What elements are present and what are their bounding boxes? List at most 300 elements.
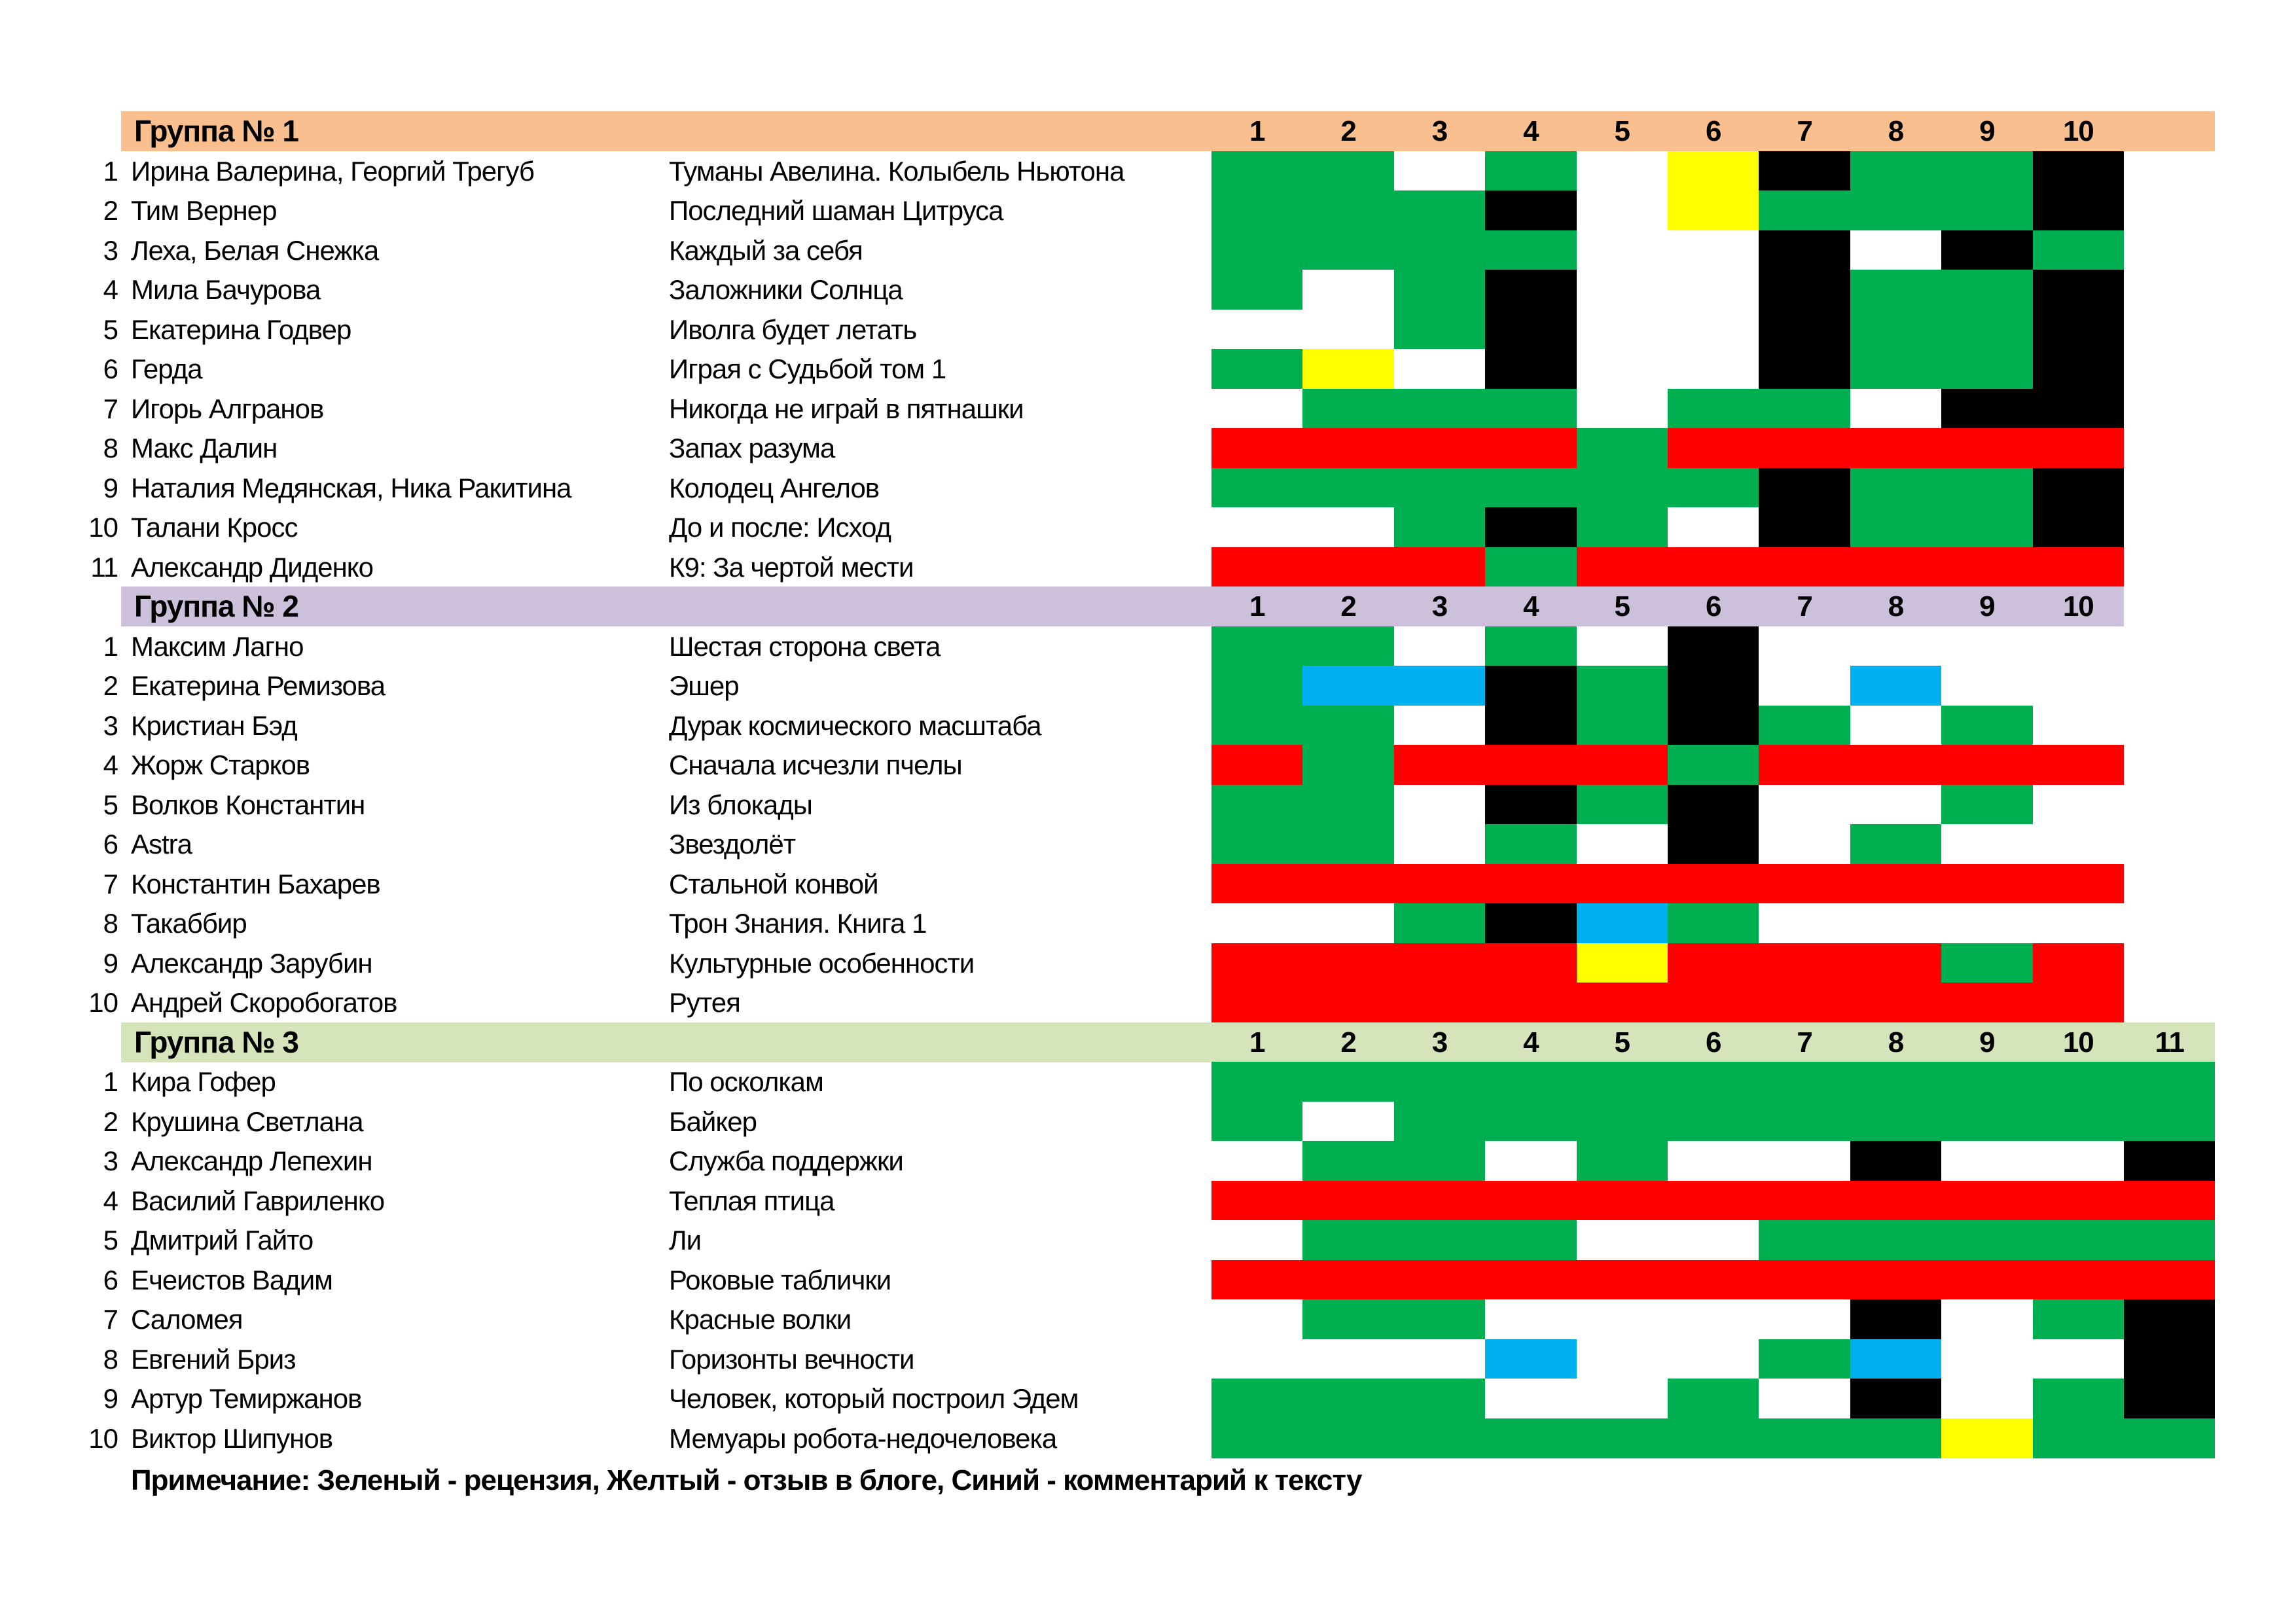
- grid-cell[interactable]: [2124, 1260, 2215, 1300]
- grid-cell[interactable]: [1850, 745, 1941, 785]
- grid-cell[interactable]: [2124, 1339, 2215, 1379]
- grid-cell[interactable]: [1211, 626, 1302, 666]
- grid-cell[interactable]: [1302, 547, 1393, 587]
- grid-cell[interactable]: [1668, 270, 1759, 310]
- grid-cell[interactable]: [2033, 903, 2124, 943]
- grid-cell[interactable]: [1668, 468, 1759, 508]
- grid-cell[interactable]: [1850, 1418, 1941, 1458]
- grid-cell[interactable]: [1850, 270, 1941, 310]
- grid-cell[interactable]: [1485, 547, 1576, 587]
- grid-cell[interactable]: [1759, 507, 1850, 547]
- grid-cell[interactable]: [1302, 190, 1393, 230]
- grid-cell[interactable]: [1211, 943, 1302, 983]
- grid-cell[interactable]: [2033, 468, 2124, 508]
- grid-cell[interactable]: [2033, 1102, 2124, 1142]
- grid-cell[interactable]: [1211, 1102, 1302, 1142]
- grid-cell[interactable]: [2124, 1141, 2215, 1181]
- grid-cell[interactable]: [1759, 864, 1850, 904]
- grid-cell[interactable]: [1941, 1220, 2032, 1260]
- grid-cell[interactable]: [1211, 310, 1302, 350]
- grid-cell[interactable]: [1211, 468, 1302, 508]
- grid-cell[interactable]: [1211, 270, 1302, 310]
- grid-cell[interactable]: [1850, 1181, 1941, 1221]
- grid-cell[interactable]: [1577, 1418, 1668, 1458]
- grid-cell[interactable]: [2033, 864, 2124, 904]
- grid-cell[interactable]: [1302, 1260, 1393, 1300]
- grid-cell[interactable]: [1577, 1141, 1668, 1181]
- grid-cell[interactable]: [1577, 983, 1668, 1022]
- grid-cell[interactable]: [1941, 547, 2032, 587]
- grid-cell[interactable]: [1941, 1299, 2032, 1339]
- grid-cell[interactable]: [1577, 666, 1668, 706]
- grid-cell[interactable]: [1759, 1102, 1850, 1142]
- grid-cell[interactable]: [1941, 1141, 2032, 1181]
- grid-cell[interactable]: [1850, 547, 1941, 587]
- grid-cell[interactable]: [1577, 1102, 1668, 1142]
- grid-cell[interactable]: [2033, 1339, 2124, 1379]
- grid-cell[interactable]: [1668, 785, 1759, 825]
- grid-cell[interactable]: [1394, 1299, 1485, 1339]
- grid-cell[interactable]: [1485, 706, 1576, 746]
- grid-cell[interactable]: [1394, 1339, 1485, 1379]
- grid-cell[interactable]: [1668, 824, 1759, 864]
- grid-cell[interactable]: [1850, 1141, 1941, 1181]
- grid-cell[interactable]: [1759, 1418, 1850, 1458]
- grid-cell[interactable]: [2033, 1220, 2124, 1260]
- grid-cell[interactable]: [1941, 983, 2032, 1022]
- grid-cell[interactable]: [1211, 547, 1302, 587]
- grid-cell[interactable]: [1941, 468, 2032, 508]
- grid-cell[interactable]: [1759, 349, 1850, 389]
- grid-cell[interactable]: [1759, 270, 1850, 310]
- grid-cell[interactable]: [1302, 230, 1393, 270]
- grid-cell[interactable]: [2124, 1379, 2215, 1418]
- grid-cell[interactable]: [2033, 983, 2124, 1022]
- grid-cell[interactable]: [1759, 389, 1850, 429]
- grid-cell[interactable]: [1850, 230, 1941, 270]
- grid-cell[interactable]: [2033, 1062, 2124, 1102]
- grid-cell[interactable]: [1211, 349, 1302, 389]
- grid-cell[interactable]: [1577, 507, 1668, 547]
- grid-cell[interactable]: [2033, 1379, 2124, 1418]
- grid-cell[interactable]: [1941, 706, 2032, 746]
- grid-cell[interactable]: [1485, 428, 1576, 468]
- grid-cell[interactable]: [1941, 507, 2032, 547]
- grid-cell[interactable]: [1850, 903, 1941, 943]
- grid-cell[interactable]: [1211, 1418, 1302, 1458]
- grid-cell[interactable]: [1485, 785, 1576, 825]
- grid-cell[interactable]: [2033, 270, 2124, 310]
- grid-cell[interactable]: [1394, 151, 1485, 191]
- grid-cell[interactable]: [1941, 151, 2032, 191]
- grid-cell[interactable]: [1485, 983, 1576, 1022]
- grid-cell[interactable]: [1302, 745, 1393, 785]
- grid-cell[interactable]: [1394, 983, 1485, 1022]
- grid-cell[interactable]: [1394, 1418, 1485, 1458]
- grid-cell[interactable]: [1485, 468, 1576, 508]
- grid-cell[interactable]: [1759, 1379, 1850, 1418]
- grid-cell[interactable]: [2033, 507, 2124, 547]
- grid-cell[interactable]: [1941, 824, 2032, 864]
- grid-cell[interactable]: [1211, 706, 1302, 746]
- grid-cell[interactable]: [1577, 468, 1668, 508]
- grid-cell[interactable]: [2033, 824, 2124, 864]
- grid-cell[interactable]: [1668, 626, 1759, 666]
- grid-cell[interactable]: [1302, 864, 1393, 904]
- grid-cell[interactable]: [1302, 1299, 1393, 1339]
- grid-cell[interactable]: [2124, 1220, 2215, 1260]
- grid-cell[interactable]: [1759, 666, 1850, 706]
- grid-cell[interactable]: [1577, 1062, 1668, 1102]
- grid-cell[interactable]: [1668, 507, 1759, 547]
- grid-cell[interactable]: [2124, 1299, 2215, 1339]
- grid-cell[interactable]: [2033, 349, 2124, 389]
- grid-cell[interactable]: [1211, 1062, 1302, 1102]
- grid-cell[interactable]: [2033, 666, 2124, 706]
- grid-cell[interactable]: [1759, 706, 1850, 746]
- grid-cell[interactable]: [1759, 310, 1850, 350]
- grid-cell[interactable]: [1211, 1220, 1302, 1260]
- grid-cell[interactable]: [1211, 1299, 1302, 1339]
- grid-cell[interactable]: [1850, 1299, 1941, 1339]
- grid-cell[interactable]: [1941, 428, 2032, 468]
- grid-cell[interactable]: [1394, 270, 1485, 310]
- grid-cell[interactable]: [1394, 547, 1485, 587]
- grid-cell[interactable]: [1668, 1181, 1759, 1221]
- grid-cell[interactable]: [1302, 468, 1393, 508]
- grid-cell[interactable]: [1211, 903, 1302, 943]
- grid-cell[interactable]: [2033, 1299, 2124, 1339]
- grid-cell[interactable]: [2124, 1181, 2215, 1221]
- grid-cell[interactable]: [1759, 1062, 1850, 1102]
- grid-cell[interactable]: [1668, 706, 1759, 746]
- grid-cell[interactable]: [1302, 1379, 1393, 1418]
- grid-cell[interactable]: [1485, 745, 1576, 785]
- grid-cell[interactable]: [1850, 1260, 1941, 1300]
- grid-cell[interactable]: [1577, 626, 1668, 666]
- grid-cell[interactable]: [1577, 824, 1668, 864]
- grid-cell[interactable]: [1211, 1379, 1302, 1418]
- grid-cell[interactable]: [1394, 666, 1485, 706]
- grid-cell[interactable]: [1485, 230, 1576, 270]
- grid-cell[interactable]: [1668, 903, 1759, 943]
- grid-cell[interactable]: [1577, 547, 1668, 587]
- grid-cell[interactable]: [2033, 1260, 2124, 1300]
- grid-cell[interactable]: [1577, 310, 1668, 350]
- grid-cell[interactable]: [1394, 824, 1485, 864]
- grid-cell[interactable]: [1485, 1260, 1576, 1300]
- grid-cell[interactable]: [1485, 864, 1576, 904]
- grid-cell[interactable]: [1211, 507, 1302, 547]
- grid-cell[interactable]: [1394, 1181, 1485, 1221]
- grid-cell[interactable]: [1394, 1062, 1485, 1102]
- grid-cell[interactable]: [1302, 1418, 1393, 1458]
- grid-cell[interactable]: [1759, 626, 1850, 666]
- grid-cell[interactable]: [1302, 310, 1393, 350]
- grid-cell[interactable]: [1577, 190, 1668, 230]
- grid-cell[interactable]: [1941, 785, 2032, 825]
- grid-cell[interactable]: [1941, 270, 2032, 310]
- grid-cell[interactable]: [1211, 151, 1302, 191]
- grid-cell[interactable]: [1485, 824, 1576, 864]
- grid-cell[interactable]: [1211, 1181, 1302, 1221]
- grid-cell[interactable]: [1485, 190, 1576, 230]
- grid-cell[interactable]: [1759, 1181, 1850, 1221]
- grid-cell[interactable]: [1850, 1102, 1941, 1142]
- grid-cell[interactable]: [1668, 1062, 1759, 1102]
- grid-cell[interactable]: [2033, 310, 2124, 350]
- grid-cell[interactable]: [1850, 983, 1941, 1022]
- grid-cell[interactable]: [1941, 626, 2032, 666]
- grid-cell[interactable]: [1302, 270, 1393, 310]
- grid-cell[interactable]: [1941, 864, 2032, 904]
- grid-cell[interactable]: [1485, 943, 1576, 983]
- grid-cell[interactable]: [1577, 428, 1668, 468]
- grid-cell[interactable]: [1941, 349, 2032, 389]
- grid-cell[interactable]: [1759, 745, 1850, 785]
- grid-cell[interactable]: [1668, 151, 1759, 191]
- grid-cell[interactable]: [1577, 151, 1668, 191]
- grid-cell[interactable]: [1211, 745, 1302, 785]
- grid-cell[interactable]: [1211, 230, 1302, 270]
- grid-cell[interactable]: [1577, 270, 1668, 310]
- grid-cell[interactable]: [1302, 943, 1393, 983]
- grid-cell[interactable]: [1394, 190, 1485, 230]
- grid-cell[interactable]: [1850, 190, 1941, 230]
- grid-cell[interactable]: [1577, 706, 1668, 746]
- grid-cell[interactable]: [1211, 824, 1302, 864]
- grid-cell[interactable]: [1850, 310, 1941, 350]
- grid-cell[interactable]: [1668, 983, 1759, 1022]
- grid-cell[interactable]: [1850, 428, 1941, 468]
- grid-cell[interactable]: [1485, 1181, 1576, 1221]
- grid-cell[interactable]: [1850, 1339, 1941, 1379]
- grid-cell[interactable]: [1394, 1102, 1485, 1142]
- grid-cell[interactable]: [1485, 1062, 1576, 1102]
- grid-cell[interactable]: [2124, 1418, 2215, 1458]
- grid-cell[interactable]: [1394, 1260, 1485, 1300]
- grid-cell[interactable]: [2033, 943, 2124, 983]
- grid-cell[interactable]: [1211, 785, 1302, 825]
- grid-cell[interactable]: [1850, 864, 1941, 904]
- grid-cell[interactable]: [1394, 745, 1485, 785]
- grid-cell[interactable]: [1302, 428, 1393, 468]
- grid-cell[interactable]: [1668, 745, 1759, 785]
- grid-cell[interactable]: [1668, 1260, 1759, 1300]
- grid-cell[interactable]: [1302, 389, 1393, 429]
- grid-cell[interactable]: [1394, 468, 1485, 508]
- grid-cell[interactable]: [1302, 507, 1393, 547]
- grid-cell[interactable]: [1668, 864, 1759, 904]
- grid-cell[interactable]: [1302, 983, 1393, 1022]
- grid-cell[interactable]: [1850, 507, 1941, 547]
- grid-cell[interactable]: [1485, 310, 1576, 350]
- grid-cell[interactable]: [1759, 230, 1850, 270]
- grid-cell[interactable]: [1668, 1141, 1759, 1181]
- grid-cell[interactable]: [1941, 1379, 2032, 1418]
- grid-cell[interactable]: [1668, 547, 1759, 587]
- grid-cell[interactable]: [1302, 1181, 1393, 1221]
- grid-cell[interactable]: [1485, 1220, 1576, 1260]
- grid-cell[interactable]: [1850, 785, 1941, 825]
- grid-cell[interactable]: [1485, 1339, 1576, 1379]
- grid-cell[interactable]: [1668, 230, 1759, 270]
- grid-cell[interactable]: [1211, 1339, 1302, 1379]
- grid-cell[interactable]: [1485, 626, 1576, 666]
- grid-cell[interactable]: [1577, 1260, 1668, 1300]
- grid-cell[interactable]: [2033, 1141, 2124, 1181]
- grid-cell[interactable]: [1668, 1299, 1759, 1339]
- grid-cell[interactable]: [1211, 1260, 1302, 1300]
- grid-cell[interactable]: [1211, 1141, 1302, 1181]
- grid-cell[interactable]: [1941, 190, 2032, 230]
- grid-cell[interactable]: [1759, 785, 1850, 825]
- grid-cell[interactable]: [1850, 151, 1941, 191]
- grid-cell[interactable]: [1759, 983, 1850, 1022]
- grid-cell[interactable]: [1302, 1102, 1393, 1142]
- grid-cell[interactable]: [1302, 151, 1393, 191]
- grid-cell[interactable]: [1485, 903, 1576, 943]
- grid-cell[interactable]: [1394, 626, 1485, 666]
- grid-cell[interactable]: [1302, 1141, 1393, 1181]
- grid-cell[interactable]: [1759, 547, 1850, 587]
- grid-cell[interactable]: [2124, 1062, 2215, 1102]
- grid-cell[interactable]: [1668, 943, 1759, 983]
- grid-cell[interactable]: [2033, 626, 2124, 666]
- grid-cell[interactable]: [1577, 349, 1668, 389]
- grid-cell[interactable]: [2033, 745, 2124, 785]
- grid-cell[interactable]: [1485, 349, 1576, 389]
- grid-cell[interactable]: [1668, 1379, 1759, 1418]
- grid-cell[interactable]: [1485, 1418, 1576, 1458]
- grid-cell[interactable]: [1485, 151, 1576, 191]
- grid-cell[interactable]: [1211, 666, 1302, 706]
- grid-cell[interactable]: [1394, 864, 1485, 904]
- grid-cell[interactable]: [1759, 1141, 1850, 1181]
- grid-cell[interactable]: [1394, 428, 1485, 468]
- grid-cell[interactable]: [1211, 864, 1302, 904]
- grid-cell[interactable]: [1485, 507, 1576, 547]
- grid-cell[interactable]: [1668, 190, 1759, 230]
- grid-cell[interactable]: [1759, 428, 1850, 468]
- grid-cell[interactable]: [1759, 903, 1850, 943]
- grid-cell[interactable]: [1941, 310, 2032, 350]
- grid-cell[interactable]: [1211, 983, 1302, 1022]
- grid-cell[interactable]: [1850, 468, 1941, 508]
- grid-cell[interactable]: [1485, 389, 1576, 429]
- grid-cell[interactable]: [1941, 1062, 2032, 1102]
- grid-cell[interactable]: [1394, 1220, 1485, 1260]
- grid-cell[interactable]: [2033, 190, 2124, 230]
- grid-cell[interactable]: [1941, 1181, 2032, 1221]
- grid-cell[interactable]: [1941, 1418, 2032, 1458]
- grid-cell[interactable]: [1485, 1379, 1576, 1418]
- grid-cell[interactable]: [1759, 151, 1850, 191]
- grid-cell[interactable]: [1941, 1102, 2032, 1142]
- grid-cell[interactable]: [1668, 666, 1759, 706]
- grid-cell[interactable]: [1302, 666, 1393, 706]
- grid-cell[interactable]: [1850, 1379, 1941, 1418]
- grid-cell[interactable]: [1394, 1141, 1485, 1181]
- grid-cell[interactable]: [1302, 626, 1393, 666]
- grid-cell[interactable]: [1850, 666, 1941, 706]
- grid-cell[interactable]: [1941, 1260, 2032, 1300]
- grid-cell[interactable]: [1759, 1339, 1850, 1379]
- grid-cell[interactable]: [1485, 1299, 1576, 1339]
- grid-cell[interactable]: [1941, 230, 2032, 270]
- grid-cell[interactable]: [1850, 389, 1941, 429]
- grid-cell[interactable]: [1211, 190, 1302, 230]
- grid-cell[interactable]: [1577, 1299, 1668, 1339]
- grid-cell[interactable]: [2033, 1418, 2124, 1458]
- grid-cell[interactable]: [1850, 1220, 1941, 1260]
- grid-cell[interactable]: [2033, 151, 2124, 191]
- grid-cell[interactable]: [1302, 1062, 1393, 1102]
- grid-cell[interactable]: [1302, 903, 1393, 943]
- grid-cell[interactable]: [1759, 824, 1850, 864]
- grid-cell[interactable]: [1850, 626, 1941, 666]
- grid-cell[interactable]: [1211, 428, 1302, 468]
- grid-cell[interactable]: [1668, 310, 1759, 350]
- grid-cell[interactable]: [1668, 428, 1759, 468]
- grid-cell[interactable]: [1941, 1339, 2032, 1379]
- grid-cell[interactable]: [1941, 666, 2032, 706]
- grid-cell[interactable]: [1941, 903, 2032, 943]
- grid-cell[interactable]: [1302, 824, 1393, 864]
- grid-cell[interactable]: [2033, 230, 2124, 270]
- grid-cell[interactable]: [1941, 745, 2032, 785]
- grid-cell[interactable]: [1759, 468, 1850, 508]
- grid-cell[interactable]: [1577, 903, 1668, 943]
- grid-cell[interactable]: [1394, 706, 1485, 746]
- grid-cell[interactable]: [1759, 1220, 1850, 1260]
- grid-cell[interactable]: [2033, 706, 2124, 746]
- grid-cell[interactable]: [2033, 1181, 2124, 1221]
- grid-cell[interactable]: [1485, 1102, 1576, 1142]
- grid-cell[interactable]: [1577, 1181, 1668, 1221]
- grid-cell[interactable]: [1759, 1260, 1850, 1300]
- grid-cell[interactable]: [1577, 864, 1668, 904]
- grid-cell[interactable]: [1759, 943, 1850, 983]
- grid-cell[interactable]: [2033, 428, 2124, 468]
- grid-cell[interactable]: [1302, 706, 1393, 746]
- grid-cell[interactable]: [1302, 785, 1393, 825]
- grid-cell[interactable]: [1850, 349, 1941, 389]
- grid-cell[interactable]: [1485, 1141, 1576, 1181]
- grid-cell[interactable]: [1577, 230, 1668, 270]
- grid-cell[interactable]: [1394, 230, 1485, 270]
- grid-cell[interactable]: [1668, 389, 1759, 429]
- grid-cell[interactable]: [2124, 1102, 2215, 1142]
- grid-cell[interactable]: [1668, 1220, 1759, 1260]
- grid-cell[interactable]: [1394, 903, 1485, 943]
- grid-cell[interactable]: [1394, 349, 1485, 389]
- grid-cell[interactable]: [1394, 310, 1485, 350]
- grid-cell[interactable]: [1941, 389, 2032, 429]
- grid-cell[interactable]: [1211, 389, 1302, 429]
- grid-cell[interactable]: [1850, 943, 1941, 983]
- grid-cell[interactable]: [1394, 1379, 1485, 1418]
- grid-cell[interactable]: [1394, 785, 1485, 825]
- grid-cell[interactable]: [1668, 1339, 1759, 1379]
- grid-cell[interactable]: [1941, 943, 2032, 983]
- grid-cell[interactable]: [1394, 389, 1485, 429]
- grid-cell[interactable]: [1759, 190, 1850, 230]
- grid-cell[interactable]: [1302, 349, 1393, 389]
- grid-cell[interactable]: [1577, 943, 1668, 983]
- grid-cell[interactable]: [1850, 1062, 1941, 1102]
- grid-cell[interactable]: [1577, 1339, 1668, 1379]
